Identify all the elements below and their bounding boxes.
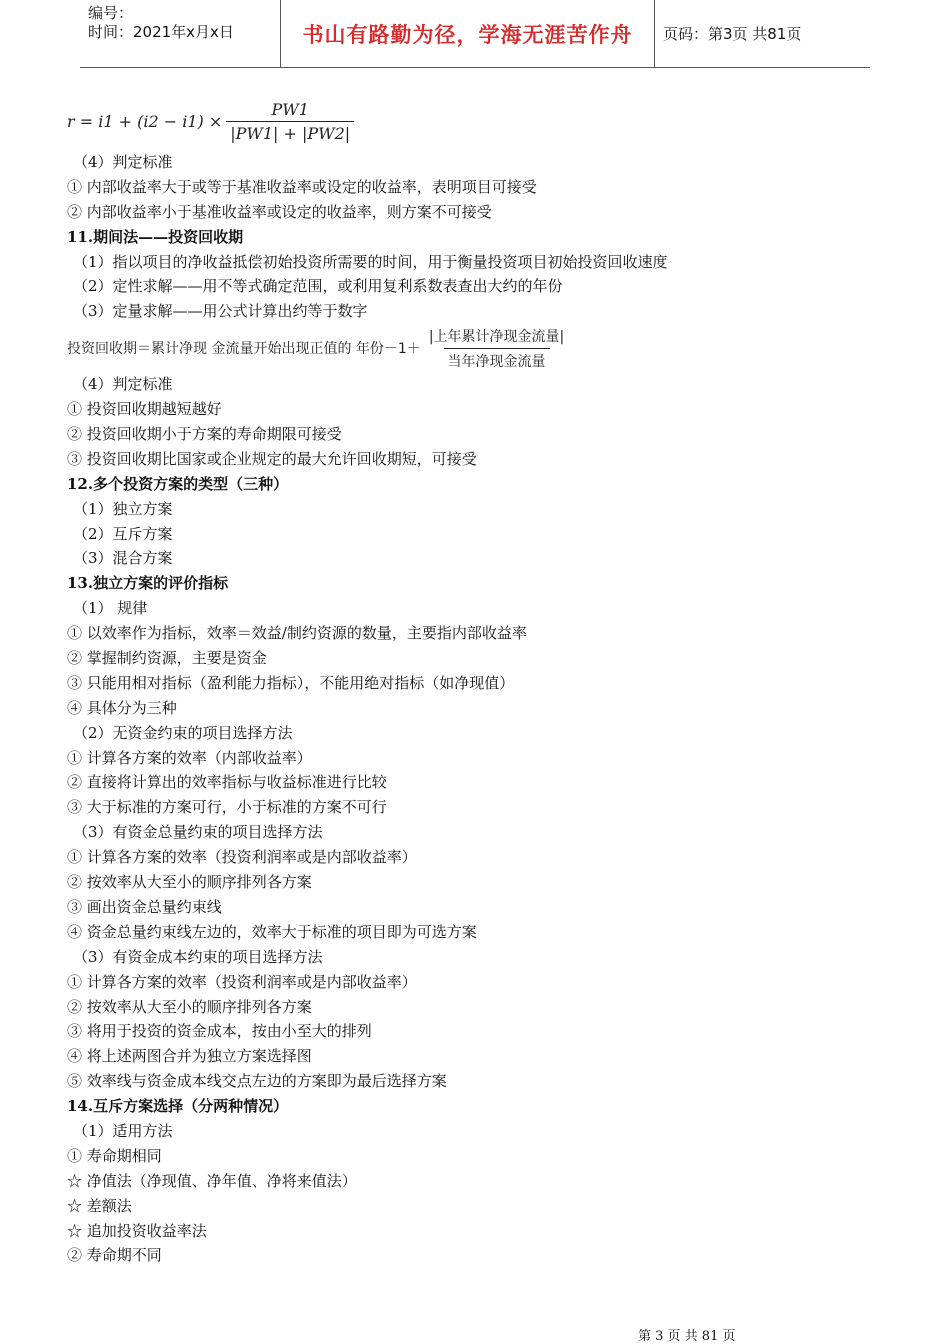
page-footer: 第 3 页 共 81 页 — [638, 1329, 736, 1344]
code-label: 编号： — [88, 4, 134, 22]
subsection-line: （1）独立方案 — [73, 499, 173, 518]
payback-formula-left: 投资回收期＝累计净现 金流量开始出现正值的 年份－1＋ — [67, 341, 421, 358]
text-block-a — [67, 150, 887, 324]
list-item: ① 寿命期相同 — [67, 1146, 162, 1165]
subsection-line: （1） 规律 — [73, 599, 148, 618]
irr-formula-numerator: PW1 — [271, 99, 309, 119]
list-item: ① 以效率作为指标，效率＝效益/制约资源的数量，主要指内部收益率 — [67, 624, 527, 643]
payback-formula-fraction — [425, 326, 568, 371]
document-body — [67, 92, 887, 1268]
page-header — [80, 0, 870, 68]
list-item: ① 内部收益率大于或等于基准收益率或设定的收益率，表明项目可接受 — [67, 177, 537, 196]
header-info-cell — [80, 0, 281, 67]
list-item: ③ 大于标准的方案可行，小于标准的方案不可行 — [67, 798, 387, 817]
list-item: ② 内部收益率小于基准收益率或设定的收益率，则方案不可接受 — [67, 202, 492, 221]
list-item: ② 按效率从大至小的顺序排列各方案 — [67, 873, 312, 892]
text-block-b — [67, 372, 887, 1268]
list-item: ① 计算各方案的效率（投资利润率或是内部收益率） — [67, 848, 417, 867]
list-item: ① 投资回收期越短越好 — [67, 400, 222, 419]
subsection-line: （4）判定标准 — [73, 153, 173, 171]
header-motto: 书山有路勤为径，学海无涯苦作舟 — [281, 0, 655, 67]
list-item: ③ 投资回收期比国家或企业规定的最大允许回收期短，可接受 — [67, 449, 477, 468]
irr-formula-left: r = i1 + (i2 − i1) × — [67, 111, 223, 131]
irr-formula-denominator: |PW1| + |PW2| — [226, 121, 354, 143]
list-item: ② 寿命期不同 — [67, 1246, 162, 1265]
subsection-line: （2）互斥方案 — [73, 524, 173, 543]
list-item: ③ 画出资金总量约束线 — [67, 897, 222, 916]
list-item: ④ 具体分为三种 — [67, 698, 177, 717]
subsection-line: （2）无资金约束的项目选择方法 — [73, 723, 293, 742]
section-heading: 14.互斥方案选择（分两种情况） — [67, 1097, 289, 1116]
subsection-line: （1）适用方法 — [73, 1121, 173, 1140]
section-heading: 11.期间法——投资回收期 — [67, 227, 244, 246]
list-item: ① 计算各方案的效率（投资利润率或是内部收益率） — [67, 972, 417, 991]
subsection-line: （1）指以项目的净收益抵偿初始投资所需要的时间，用于衡量投资项目初始投资回收速度 — [73, 252, 668, 271]
payback-formula-numerator: |上年累计净现金流量| — [428, 328, 565, 345]
list-item: ① 计算各方案的效率（内部收益率） — [67, 748, 312, 767]
list-item: ② 掌握制约资源，主要是资金 — [67, 649, 267, 668]
irr-formula — [67, 92, 887, 150]
list-item: ☆ 差额法 — [67, 1196, 132, 1215]
irr-formula-fraction — [226, 100, 354, 143]
list-item: ③ 只能用相对指标（盈利能力指标），不能用绝对指标（如净现值） — [67, 673, 515, 692]
list-item: ② 投资回收期小于方案的寿命期限可接受 — [67, 425, 342, 444]
list-item: ④ 将上述两图合并为独立方案选择图 — [67, 1047, 312, 1066]
subsection-line: （3）有资金成本约束的项目选择方法 — [73, 947, 323, 966]
list-item: ② 直接将计算出的效率指标与收益标准进行比较 — [67, 773, 387, 792]
list-item: ⑤ 效率线与资金成本线交点左边的方案即为最后选择方案 — [67, 1072, 447, 1091]
payback-formula-denominator: 当年净现金流量 — [444, 348, 550, 371]
subsection-line: （3）定量求解——用公式计算出约等于数字 — [73, 302, 368, 321]
subsection-line: （4）判定标准 — [73, 375, 173, 394]
list-item: ③ 将用于投资的资金成本，按由小至大的排列 — [67, 1022, 372, 1041]
list-item: ☆ 追加投资收益率法 — [67, 1221, 207, 1240]
list-item: ② 按效率从大至小的顺序排列各方案 — [67, 997, 312, 1016]
date-label: 时间：2021年x月x日 — [88, 23, 234, 41]
payback-formula — [67, 324, 887, 372]
section-heading: 12.多个投资方案的类型（三种） — [67, 474, 289, 493]
list-item: ☆ 净值法（净现值、净年值、净将来值法） — [67, 1171, 357, 1190]
subsection-line: （3）有资金总量约束的项目选择方法 — [73, 823, 323, 842]
header-page-label: 页码：第3页 共81页 — [663, 25, 802, 43]
subsection-line: （3）混合方案 — [73, 549, 173, 568]
subsection-line: （2）定性求解——用不等式确定范围，或利用复利系数表查出大约的年份 — [73, 277, 563, 296]
section-heading: 13.独立方案的评价指标 — [67, 574, 229, 593]
list-item: ④ 资金总量约束线左边的，效率大于标准的项目即为可选方案 — [67, 922, 477, 941]
